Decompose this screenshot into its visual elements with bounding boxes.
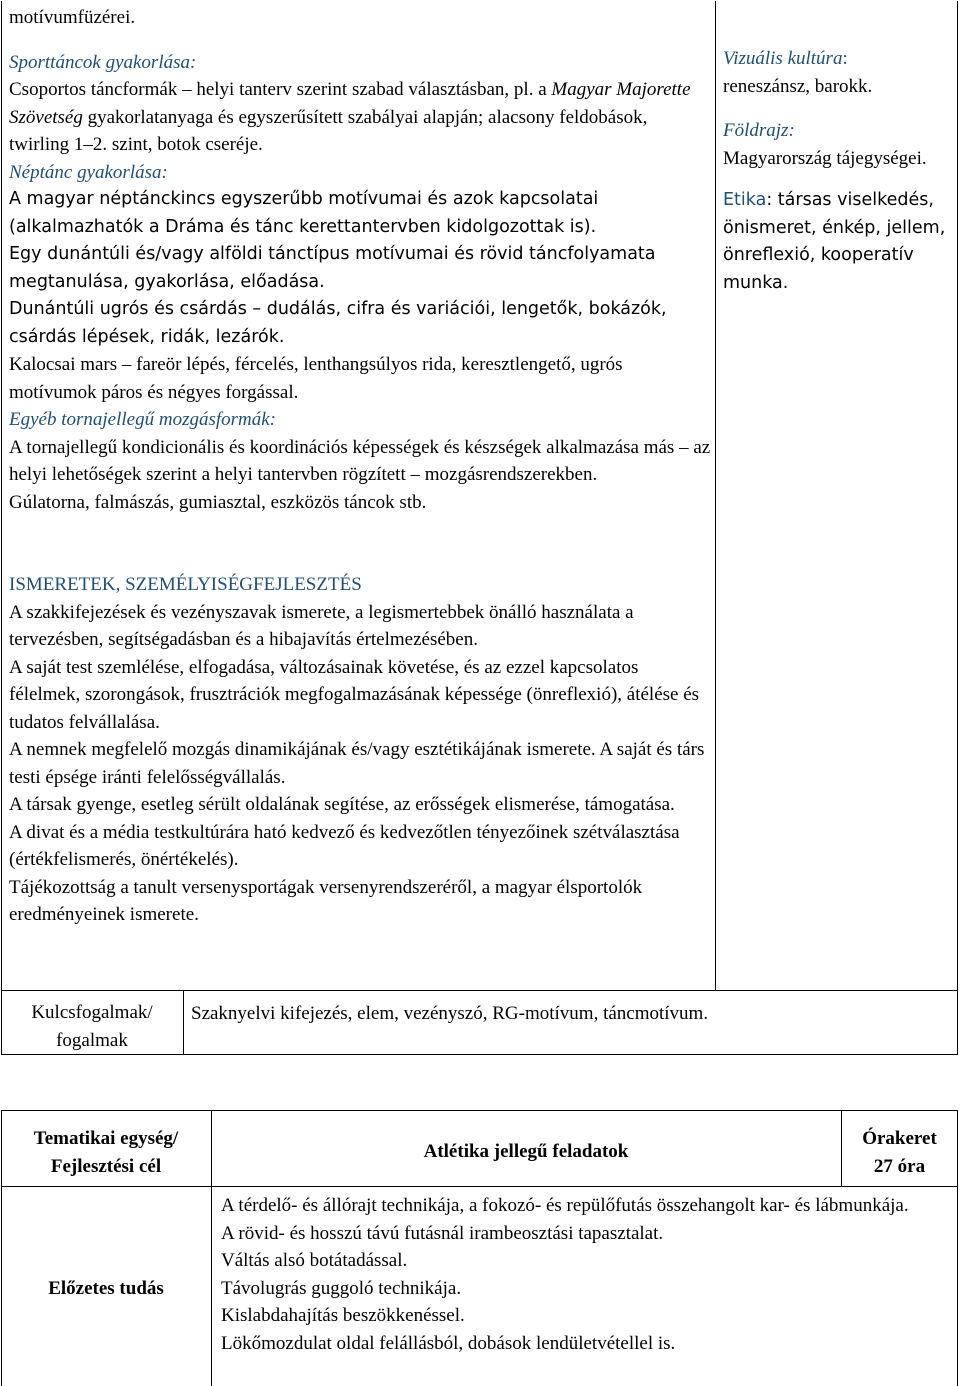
prereq-item: Lökőmozdulat oldal felállásból, dobások lendületvétellel is. bbox=[221, 1332, 676, 1354]
other-text-1: A tornajellegű kondicionális és koordinációs képességek és készségek alkalmazása más – az helyi lehetőségek szerint a helyi tantervben rögzített – mozgásrendszerekben. bbox=[9, 436, 711, 485]
folk-dance-heading: Néptánc gyakorlása: bbox=[9, 161, 168, 183]
sport-dance-text: Csoportos táncformák – helyi tanterv szerint szabad választásban, pl. a Magyar Majorette Szövetség gyakorlatanyaga és egyszerűsített szabályai alapján; alacsony feldobások, twirling 1–2. szint, botok cseréje. bbox=[9, 79, 691, 155]
connections-column bbox=[723, 45, 955, 297]
knowledge-item: A társak gyenge, esetleg sérült oldalának segítése, az erősségek elismerése, támogatása. bbox=[9, 794, 675, 815]
folk-dance-text-3: Dunántúli ugrós és csárdás – dudálás, cifra és variációi, lengetők, bokázók, csárdás lépések, ridák, lezárók. bbox=[9, 299, 667, 347]
key-divider bbox=[183, 990, 184, 1055]
sport-dance-heading: Sporttáncok gyakorlása: bbox=[9, 51, 197, 73]
key-concepts-text: Szaknyelvi kifejezés, elem, vezényszó, RG-motívum, táncmotívum. bbox=[191, 1003, 709, 1024]
upper-table bbox=[1, 1, 958, 1055]
content-column bbox=[9, 4, 711, 516]
prereq-label: Előzetes tudás bbox=[48, 1278, 164, 1299]
hours-box: Órakeret 27 óra bbox=[862, 1128, 937, 1177]
spacer bbox=[9, 32, 711, 49]
knowledge-item: A nemnek megfelelő mozgás dinamikájának és/vagy esztétikájának ismerete. A saját és társ testi épsége iránti felelősségvállalás. bbox=[9, 739, 705, 788]
prereq-list bbox=[221, 1192, 951, 1357]
prereq-item: Váltás alsó botátadással. bbox=[221, 1250, 408, 1271]
knowledge-section bbox=[9, 571, 711, 929]
border-left bbox=[1, 1, 2, 1055]
unit-title: Atlétika jellegű feladatok bbox=[423, 1141, 629, 1162]
prereq-item: A rövid- és hosszú távú futásnál irambeosztási tapasztalat. bbox=[221, 1222, 664, 1244]
spacer bbox=[723, 100, 955, 117]
majorette-name: Magyar Majorette Szövetség bbox=[9, 79, 691, 128]
knowledge-item: Tájékozottság a tanult versenysportágak versenyrendszeréről, a magyar élsportolók eredményeinek ismerete. bbox=[9, 876, 643, 925]
prereq-item: A térdelő- és állórajt technikája, a fokozó- és repülőfutás összehangolt kar- és lábmunkája. bbox=[221, 1195, 909, 1216]
folk-dance-text-4: Kalocsai mars – fareör lépés, fércelés, lenthangsúlyos rida, keresztlengető, ugrós motívumok páros és négyes forgással. bbox=[9, 354, 623, 403]
other-heading: Egyéb tornajellegű mozgásformák: bbox=[9, 409, 277, 430]
row-divider bbox=[1, 990, 958, 991]
knowledge-heading: ISMERETEK, SZEMÉLYISÉGFEJLESZTÉS bbox=[9, 574, 362, 595]
prereq-item: Távolugrás guggoló technikája. bbox=[221, 1277, 462, 1299]
fragment-text: motívumfüzérei. bbox=[9, 7, 136, 28]
folk-dance-text-1: A magyar néptánckincs egyszerűbb motívumai és azok kapcsolatai (alkalmazhatók a Dráma és tánc kerettantervben kidolgozottak is). bbox=[9, 189, 599, 237]
border-top bbox=[1, 1110, 958, 1111]
key-concepts-label: Kulcsfogalmak/ fogalmak bbox=[31, 1002, 153, 1051]
border-right bbox=[957, 1, 958, 1055]
lower-table bbox=[1, 1110, 958, 1386]
border-bottom bbox=[1, 1054, 958, 1055]
header-divider bbox=[1, 1186, 958, 1187]
unit-label: Tematikai egység/ Fejlesztési cél bbox=[33, 1128, 179, 1177]
knowledge-item: A szakkifejezések és vezényszavak ismerete, a legismertebbek önálló használata a tervezésben, segítségadásban és a hibajavítás értelmezésében. bbox=[9, 601, 634, 650]
knowledge-item: A divat és a média testkultúrára ható kedvező és kedvezőtlen tényezőinek szétválasztása (értékfelismerés, önértékelés). bbox=[9, 821, 680, 870]
geography: Földrajz: Magyarország tájegységei. bbox=[723, 120, 927, 169]
folk-dance-text-2: Egy dunántúli és/vagy alföldi tánctípus motívumai és rövid táncfolyamata megtanulása, gyakorlása, előadása. bbox=[9, 244, 656, 292]
prereq-item: Kislabdahajítás beszökkenéssel. bbox=[221, 1305, 465, 1326]
ethics: Etika: társas viselkedés, önismeret, énkép, jellem, önreflexió, kooperatív munka. bbox=[723, 190, 946, 293]
other-text-2: Gúlatorna, falmászás, gumiasztal, eszközös táncok stb. bbox=[9, 491, 427, 513]
knowledge-item: A saját test szemlélése, elfogadása, változásainak követése, és az ezzel kapcsolatos félelmek, szorongások, frusztrációk megfogalmazásának képessége (önreflexió), átélése és tudatos felvállalása. bbox=[9, 656, 700, 733]
visual-culture: Vizuális kultúra: reneszánsz, barokk. bbox=[723, 48, 873, 97]
spacer bbox=[723, 172, 955, 187]
column-divider bbox=[715, 1, 716, 991]
